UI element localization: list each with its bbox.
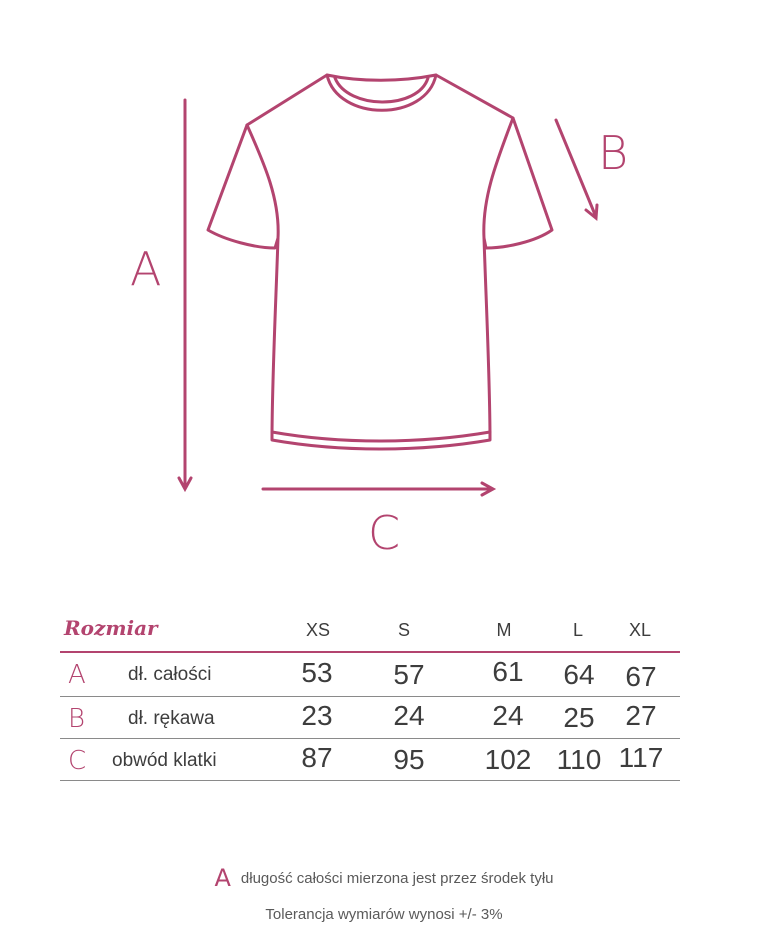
row-key: A [68,660,86,690]
note-key: A [214,864,231,892]
row-value: 23 [301,700,333,731]
row-label: obwód klatki [112,750,217,771]
row-value: 53 [301,657,333,688]
dimension-label-c: C [368,506,401,560]
table-rule [60,738,680,739]
table-rule [60,780,680,781]
row-value: 110 [556,744,602,775]
row-value: 27 [625,700,657,731]
row-value: 57 [393,659,425,690]
measurement-note [0,864,768,892]
tshirt-hem [272,432,490,441]
table-rule [60,651,680,653]
size-header-xs: XS [305,620,330,640]
row-value: 117 [618,742,664,773]
table-row [60,700,680,740]
note-text: długość całości mierzona jest przez środek tyłu [240,870,554,887]
arrow-c [263,483,493,495]
size-header-m: M [496,620,512,640]
row-label: dł. całości [128,664,212,685]
row-key: B [68,704,86,734]
arrow-a [179,100,191,489]
row-value: 64 [563,659,595,690]
row-value: 95 [393,744,425,775]
arrow-b [556,120,597,218]
size-table-header [60,610,680,650]
row-value: 67 [625,661,657,692]
dimension-label-a: A [130,242,162,296]
row-value: 24 [393,700,425,731]
size-header-xl: XL [628,620,652,640]
row-value: 61 [492,656,524,687]
dimension-label-b: B [598,126,629,180]
table-row [60,656,680,696]
row-value: 24 [492,700,524,731]
tolerance-note: Tolerancja wymiarów wynosi +/- 3% [265,906,503,923]
table-rule [60,696,680,697]
row-value: 25 [563,702,595,733]
size-table-title: Rozmiar [64,616,158,640]
row-value: 102 [484,744,532,775]
tshirt-outline [208,75,552,449]
row-value: 87 [301,742,333,773]
row-key: C [68,746,87,776]
row-label: dł. rękawa [128,708,215,729]
size-header-l: L [572,620,583,640]
size-header-s: S [397,620,410,640]
table-row [60,742,680,782]
